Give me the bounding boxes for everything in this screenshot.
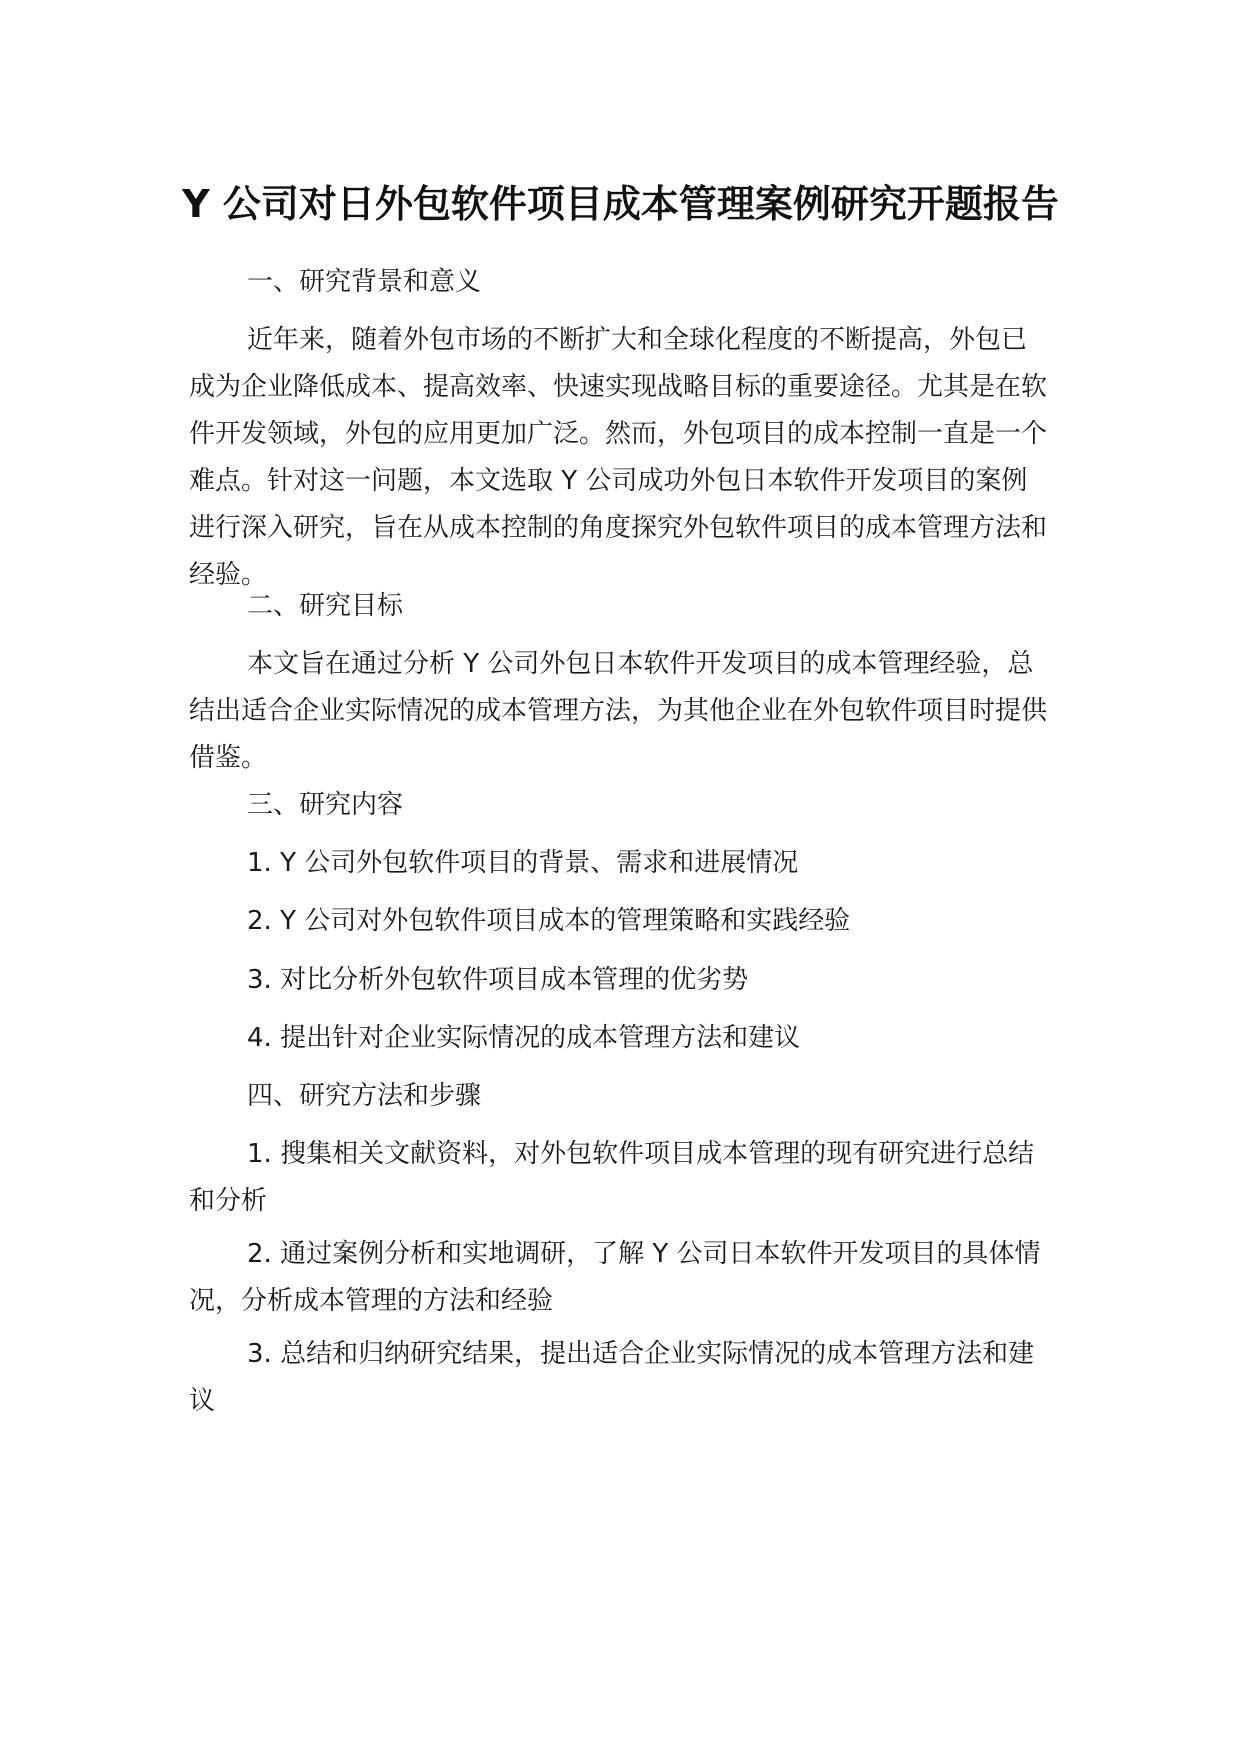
method-list-item: 3. 总结和归纳研究结果，提出适合企业实际情况的成本管理方法和建议	[189, 1339, 1035, 1416]
section-heading-objective: 二、研究目标	[247, 591, 404, 621]
section-heading-method: 四、研究方法和步骤	[247, 1081, 482, 1111]
content-list-item: 3. 对比分析外包软件项目成本管理的优劣势	[247, 965, 749, 995]
section-heading-background: 一、研究背景和意义	[247, 267, 482, 297]
method-list-item: 2. 通过案例分析和实地调研，了解 Y 公司日本软件开发项目的具体情况，分析成本管理的方法和经验	[189, 1239, 1041, 1316]
background-paragraph: 近年来，随着外包市场的不断扩大和全球化程度的不断提高，外包已成为企业降低成本、提高效率、快速实现战略目标的重要途径。尤其是在软件开发领域，外包的应用更加广泛。然而，外包项目的成本控制一直是一个难点。针对这一问题，本文选取 Y 公司成功外包日本软件开发项目的案例进行深入研究，旨在从成本控制的角度探究外包软件项目的成本管理方法和经验。	[189, 325, 1048, 590]
section-heading-content: 三、研究内容	[247, 790, 404, 820]
content-list-item: 1. Y 公司外包软件项目的背景、需求和进展情况	[247, 848, 799, 878]
method-list-item: 1. 搜集相关文献资料，对外包软件项目成本管理的现有研究进行总结和分析	[189, 1139, 1035, 1216]
content-list-item: 4. 提出针对企业实际情况的成本管理方法和建议	[247, 1023, 801, 1053]
document-title: Y 公司对日外包软件项目成本管理案例研究开题报告	[182, 182, 1059, 226]
content-list-item: 2. Y 公司对外包软件项目成本的管理策略和实践经验	[247, 906, 851, 936]
objective-paragraph: 本文旨在通过分析 Y 公司外包日本软件开发项目的成本管理经验，总结出适合企业实际情况的成本管理方法，为其他企业在外包软件项目时提供借鉴。	[189, 649, 1048, 773]
